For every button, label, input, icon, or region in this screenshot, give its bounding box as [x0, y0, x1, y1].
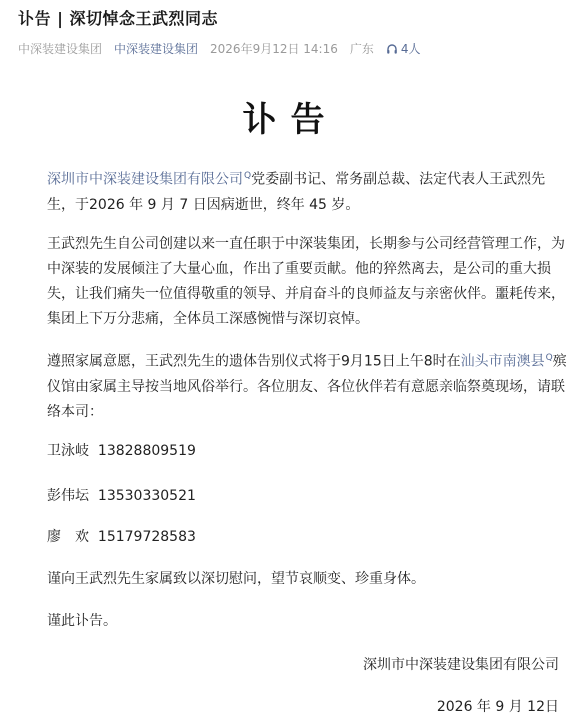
- contact-name: 廖 欢: [47, 529, 89, 545]
- search-icon[interactable]: Q: [545, 353, 553, 363]
- publish-location: 广东: [349, 42, 374, 56]
- account-link[interactable]: 中深装建设集团: [114, 42, 199, 56]
- obituary-heading: 讣告: [242, 100, 339, 140]
- condolence-text: 谨向王武烈先生家属致以深切慰问，望节哀顺变、珍重身体。: [47, 571, 425, 587]
- contact-phone: 13828809519: [97, 443, 196, 459]
- search-icon[interactable]: Q: [244, 171, 252, 181]
- listener-count: 4人: [400, 42, 421, 56]
- contact-item: [47, 440, 196, 460]
- contact-phone: 13530330521: [97, 488, 196, 504]
- listen-button[interactable]: [386, 40, 433, 57]
- place-link[interactable]: 汕头市南澳县: [460, 353, 545, 370]
- headphones-icon: [386, 43, 398, 55]
- article-title: 讣告 | 深切悼念王武烈同志: [18, 9, 218, 28]
- paragraph-1: [47, 164, 567, 218]
- article-meta: [18, 40, 445, 57]
- paragraph-3: [47, 346, 567, 425]
- contact-name: 彭伟坛: [47, 488, 89, 504]
- contact-phone: 15179728583: [97, 529, 196, 545]
- contact-item: [47, 526, 196, 546]
- source-name: 中深装建设集团: [18, 42, 103, 56]
- closing-text: 谨此讣告。: [47, 613, 117, 629]
- contact-name: 卫泳岐: [47, 443, 89, 459]
- company-link[interactable]: 深圳市中深装建设集团有限公司: [47, 171, 243, 188]
- issue-date: 2026 年 9 月 12日: [436, 699, 559, 715]
- signature: 深圳市中深装建设集团有限公司: [363, 657, 559, 673]
- contact-item: [47, 485, 196, 505]
- publish-datetime: 2026年9月12日 14:16: [210, 42, 338, 56]
- paragraph-2: 王武烈先生自公司创建以来一直任职于中深装集团，长期参与公司经营管理工作，为中深装的发展倾注了大量心血，作出了重要贡献。他的猝然离去，是公司的重大损失，让我们痛失一位值得敬重的领导、并肩奋斗的良师益友与亲密伙伴。噩耗传来，集团上下万分悲痛，全体员工深感惋惜与深切哀悼。: [47, 236, 565, 327]
- paragraph-1-text: 党委副书记、常务副总裁、法定代表人王武烈先生，于2026 年 9 月 7 日因病逝世，终年 45 岁。: [47, 171, 546, 213]
- paragraph-3-before: 遵照家属意愿，王武烈先生的遗体告别仪式将于9月15日上午8时在: [47, 353, 461, 370]
- paragraph-3-after: 殡仪馆由家属主导按当地风俗举行。各位朋友、各位伙伴若有意愿亲临祭奠现场，请联络本司：: [47, 353, 567, 420]
